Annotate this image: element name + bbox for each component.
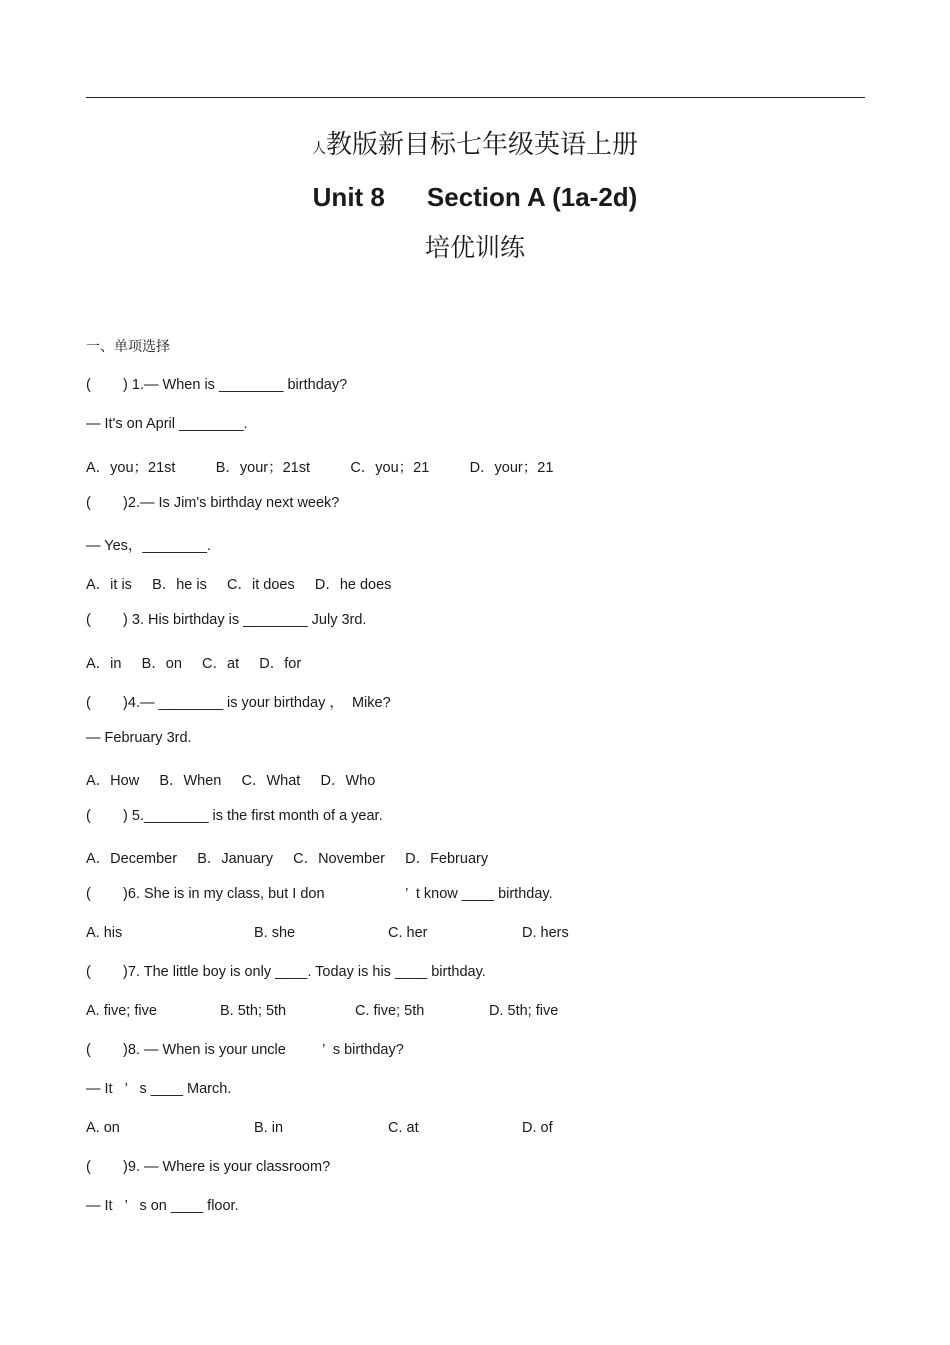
question-4-stem: ( )4.— ________ is your birthday ， Mike? bbox=[86, 695, 391, 711]
question-8-option-a: A. on bbox=[86, 1120, 120, 1136]
question-4-options: A．How B．When C．What D．Who bbox=[86, 773, 376, 789]
section-label: Section A (1a-2d) bbox=[426, 182, 638, 212]
question-6-stem: ( )6. She is in my class, but I don ’ t know ____ birthday. bbox=[86, 886, 553, 902]
section-heading: 一、单项选择 bbox=[86, 339, 170, 355]
question-8-option-d: D. of bbox=[522, 1120, 553, 1136]
question-9-reply: — It ’ s on ____ floor. bbox=[86, 1198, 239, 1214]
title-prefix: 人 bbox=[311, 141, 326, 157]
unit-heading bbox=[0, 182, 950, 213]
document-title bbox=[0, 124, 950, 161]
question-5-stem: ( ) 5.________ is the first month of a year. bbox=[86, 808, 383, 824]
question-9-stem: ( )9. — Where is your classroom? bbox=[86, 1159, 331, 1175]
question-2-reply: — Yes，________. bbox=[86, 538, 211, 554]
question-1-reply: — It's on April ________. bbox=[86, 416, 248, 432]
question-1-options: A．you；21st B．your；21st C．you；21 D．your；21 bbox=[86, 460, 554, 476]
question-6-option-d: D. hers bbox=[522, 925, 569, 941]
question-2-stem: ( )2.— Is Jim's birthday next week? bbox=[86, 495, 340, 511]
unit-label: Unit 8 bbox=[312, 182, 385, 212]
question-6-option-b: B. she bbox=[254, 925, 296, 941]
question-4-reply: — February 3rd. bbox=[86, 730, 192, 746]
question-8-option-c: C. at bbox=[388, 1120, 419, 1136]
question-7-option-d: D. 5th; five bbox=[489, 1003, 559, 1019]
question-5-options: A．December B．January C．November D．February bbox=[86, 851, 489, 867]
question-8-stem: ( )8. — When is your uncle ’ s birthday? bbox=[86, 1042, 404, 1058]
question-8-reply: — It ’ s ____ March. bbox=[86, 1081, 232, 1097]
question-6-option-a: A. his bbox=[86, 925, 123, 941]
question-7-option-b: B. 5th; 5th bbox=[220, 1003, 287, 1019]
question-2-options: A．it is B．he is C．it does D．he does bbox=[86, 577, 392, 593]
question-3-options: A．in B．on C．at D．for bbox=[86, 656, 302, 672]
title-main: 教版新目标七年级英语上册 bbox=[325, 130, 638, 160]
question-1-stem: ( ) 1.— When is ________ birthday? bbox=[86, 377, 348, 393]
question-7-stem: ( )7. The little boy is only ____. Today is his ____ birthday. bbox=[86, 964, 486, 980]
question-7-option-c: C. five; 5th bbox=[355, 1003, 425, 1019]
question-7-option-a: A. five; five bbox=[86, 1003, 157, 1019]
question-8-option-b: B. in bbox=[254, 1120, 284, 1136]
header-rule bbox=[86, 97, 865, 98]
document-subtitle: 培优训练 bbox=[424, 233, 525, 262]
question-3-stem: ( ) 3. His birthday is ________ July 3rd. bbox=[86, 612, 367, 628]
question-6-option-c: C. her bbox=[388, 925, 428, 941]
